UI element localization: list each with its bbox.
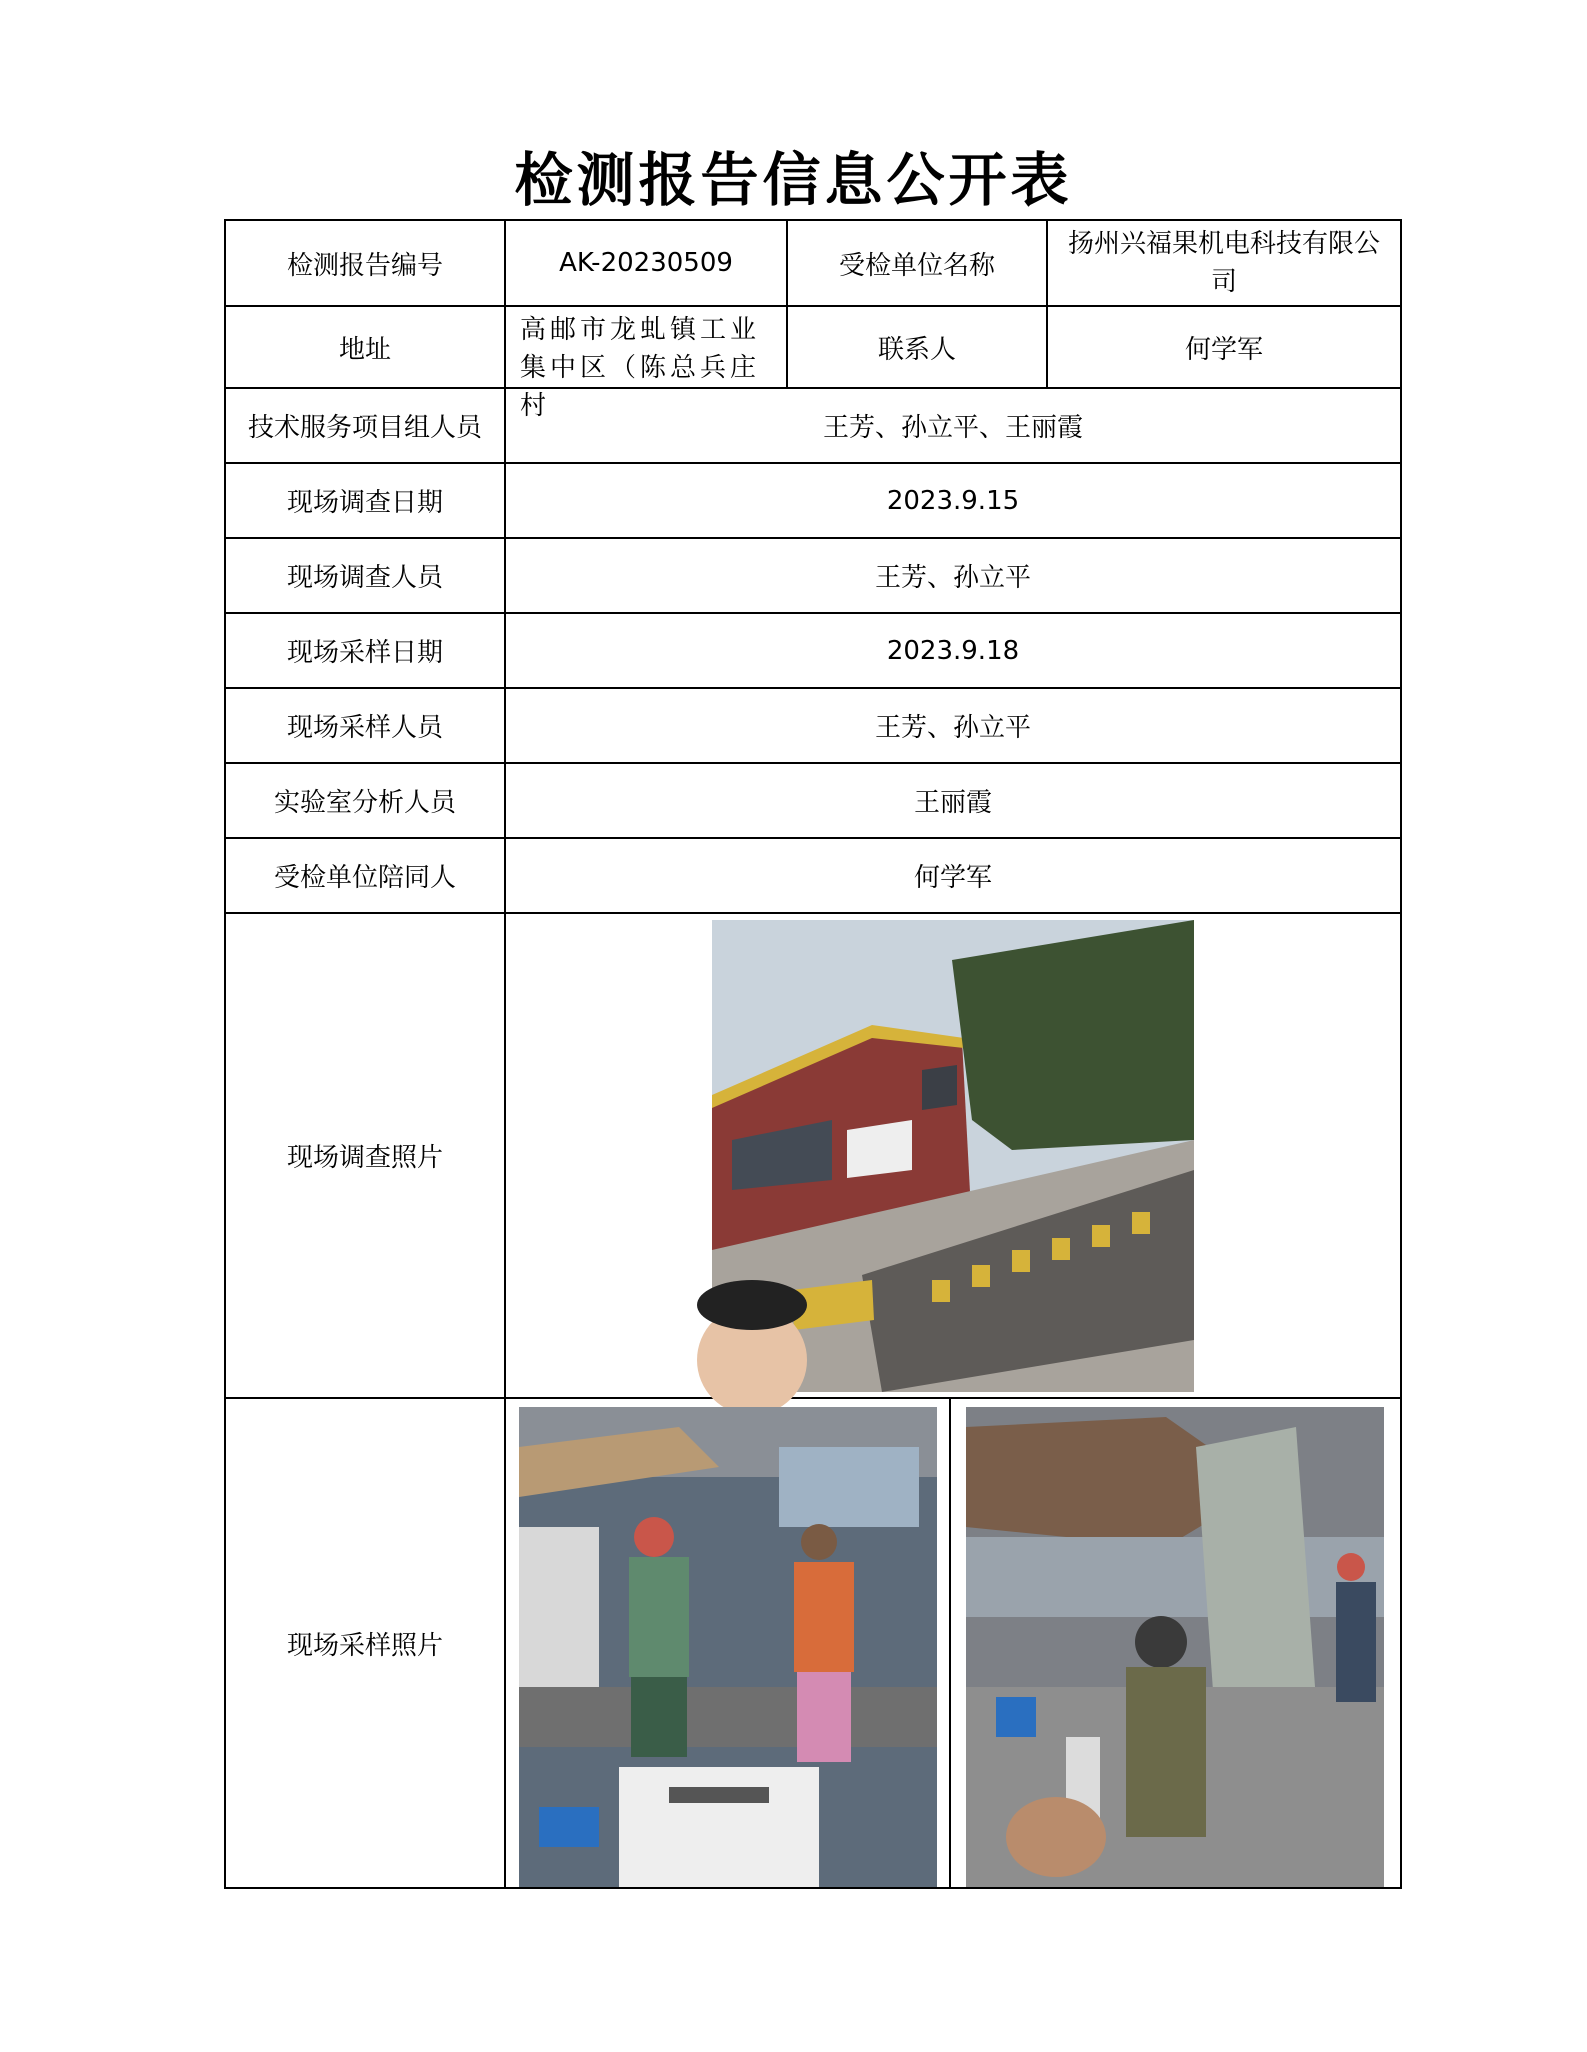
- survey-photo-cell: [505, 913, 1401, 1398]
- survey-photo-label: 现场调查照片: [225, 913, 505, 1398]
- sampling-staff-label: 现场采样人员: [225, 688, 505, 763]
- table-row: [225, 463, 1401, 538]
- contact-label: 联系人: [787, 306, 1047, 388]
- survey-staff-value: 王芳、孙立平: [505, 538, 1401, 613]
- table-row: [225, 913, 1401, 1398]
- sampling-photo-right-image: [966, 1407, 1384, 1887]
- unit-name-cell: [1047, 220, 1401, 306]
- unit-name-label: 受检单位名称: [787, 220, 1047, 306]
- address-label: 地址: [225, 306, 505, 388]
- table-row: [225, 220, 1401, 306]
- survey-staff-label: 现场调查人员: [225, 538, 505, 613]
- survey-photo-image: [712, 920, 1194, 1392]
- sampling-photo-right: [966, 1407, 1384, 1887]
- table-row: [225, 306, 1401, 388]
- team-value: 王芳、孙立平、王丽霞: [505, 388, 1401, 463]
- report-no-label: 检测报告编号: [225, 220, 505, 306]
- escort-label: 受检单位陪同人: [225, 838, 505, 913]
- address-value: 高邮市龙虬镇工业集中区（陈总兵庄村: [520, 315, 761, 421]
- contact-value: 何学军: [1047, 306, 1401, 388]
- address-cell: [505, 306, 787, 421]
- survey-date-value: 2023.9.15: [505, 463, 1401, 538]
- sampling-date-value: 2023.9.18: [505, 613, 1401, 688]
- lab-staff-label: 实验室分析人员: [225, 763, 505, 838]
- report-no-value: AK-20230509: [505, 220, 787, 306]
- sampling-photo-area: [506, 1399, 1400, 1887]
- team-label: 技术服务项目组人员: [225, 388, 505, 463]
- report-table: [224, 219, 1402, 1889]
- table-row: [225, 538, 1401, 613]
- sampling-date-label: 现场采样日期: [225, 613, 505, 688]
- table-row: [225, 613, 1401, 688]
- sampling-photo-left: [519, 1407, 937, 1887]
- escort-value: 何学军: [505, 838, 1401, 913]
- survey-photo: [712, 920, 1194, 1392]
- table-row: [225, 838, 1401, 913]
- table-row: [225, 1398, 1401, 1888]
- sampling-photo-cell: [505, 1398, 1401, 1888]
- table-row: [225, 763, 1401, 838]
- sampling-staff-value: 王芳、孙立平: [505, 688, 1401, 763]
- photo-divider: [949, 1399, 951, 1887]
- page-title: 检测报告信息公开表: [514, 146, 1073, 214]
- table-row: [225, 388, 1401, 463]
- lab-staff-value: 王丽霞: [505, 763, 1401, 838]
- survey-date-label: 现场调查日期: [225, 463, 505, 538]
- unit-name-value: 扬州兴福果机电科技有限公司: [1067, 229, 1380, 297]
- table-row: [225, 688, 1401, 763]
- sampling-photo-left-image: [519, 1407, 937, 1887]
- sampling-photo-label: 现场采样照片: [225, 1398, 505, 1888]
